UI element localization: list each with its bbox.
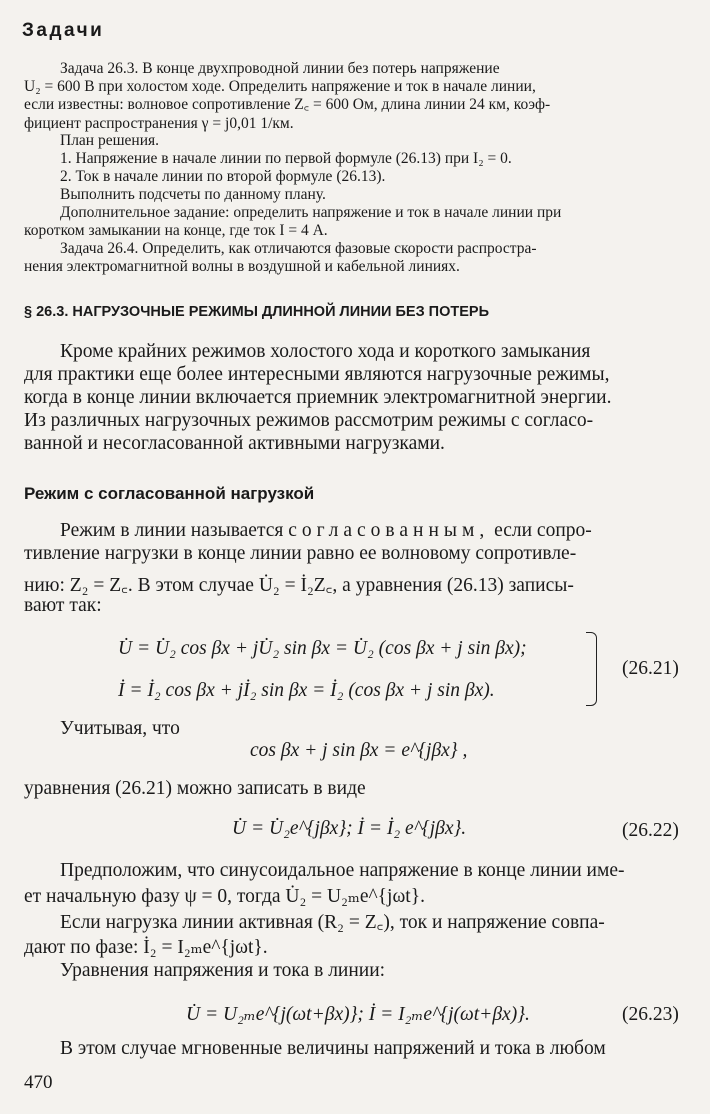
problem-line: если известны: волновое сопротивление Z꜀ = 600 Ом, длина линии 24 км, коэф-: [24, 96, 551, 113]
euler-formula: cos βx + j sin βx = e^{jβx} ,: [250, 740, 468, 761]
page-number: 470: [24, 1072, 53, 1093]
problem-line: Выполнить подсчеты по данному плану.: [60, 186, 326, 203]
equation-26-23: U̇ = U₂ₘe^{j(ωt+βx)}; İ = I₂ₘe^{j(ωt+βx)}.: [186, 1004, 530, 1025]
intro-line: Из различных нагрузочных режимов рассмотрим режимы с согласо-: [24, 410, 594, 431]
intro-line: для практики еще более интересными являются нагрузочные режимы,: [24, 364, 610, 385]
problem-line: 2. Ток в начале линии по второй формуле (26.13).: [60, 168, 386, 185]
intro-line: ванной и несогласованной активными нагрузками.: [24, 433, 445, 454]
problems-heading: Задачи: [22, 20, 105, 41]
body-line: Если нагрузка линии активная (R₂ = Z꜀), ток и напряжение совпа-: [60, 912, 605, 933]
problem-line: Задача 26.3. В конце двухпроводной линии без потерь напряжение: [60, 60, 500, 77]
body-line: В этом случае мгновенные величины напряжений и тока в любом: [60, 1038, 606, 1059]
equation-line: İ = İ₂ cos βx + jİ₂ sin βx = İ₂ (cos βx + j sin βx).: [118, 680, 495, 701]
intro-line: Кроме крайних режимов холостого хода и короткого замыкания: [60, 341, 591, 362]
problem-line: План решения.: [60, 132, 160, 149]
problem-line: коротком замыкании на конце, где ток I = 4 А.: [24, 222, 328, 239]
body-line: дают по фазе: İ₂ = I₂ₘe^{jωt}.: [24, 937, 268, 958]
equation-number: (26.21): [622, 658, 679, 679]
equation-line: U̇ = U̇₂ cos βx + jU̇₂ sin βx = U̇₂ (cos βx + j sin βx);: [118, 638, 527, 659]
subsection-title: Режим с согласованной нагрузкой: [24, 484, 315, 503]
body-line: уравнения (26.21) можно записать в виде: [24, 778, 366, 799]
body-line: нию: Z₂ = Z꜀. В этом случае U̇₂ = İ₂Z꜀, а уравнения (26.13) записы-: [24, 575, 574, 596]
body-line: ет начальную фазу ψ = 0, тогда U̇₂ = U₂ₘe^{jωt}.: [24, 886, 425, 907]
problem-line: фициент распространения γ = j0,01 1/км.: [24, 115, 294, 132]
intro-line: когда в конце линии включается приемник электромагнитной энергии.: [24, 387, 612, 408]
body-line: Уравнения напряжения и тока в линии:: [60, 960, 386, 981]
body-line: [60, 520, 592, 542]
equation-26-22: U̇ = U̇₂e^{jβx}; İ = İ₂ e^{jβx}.: [232, 818, 467, 839]
equation-number: (26.22): [622, 820, 679, 841]
body-line: тивление нагрузки в конце линии равно ее волновому сопротивле-: [24, 543, 577, 564]
problem-line: 1. Напряжение в начале линии по первой формуле (26.13) при I₂ = 0.: [60, 150, 512, 167]
equation-brace: [586, 632, 597, 706]
problem-line: Задача 26.4. Определить, как отличаются фазовые скорости распростра-: [60, 240, 537, 257]
problem-line: U₂ = 600 В при холостом ходе. Определить напряжение и ток в начале линии,: [24, 78, 536, 95]
body-line: вают так:: [24, 595, 102, 616]
body-line: Предположим, что синусоидальное напряжение в конце линии име-: [60, 860, 625, 881]
emphasized-term: согласованным,: [288, 520, 490, 541]
section-title: § 26.3. НАГРУЗОЧНЫЕ РЕЖИМЫ ДЛИННОЙ ЛИНИИ БЕЗ ПОТЕРЬ: [24, 304, 489, 320]
body-text: если сопро-: [494, 520, 592, 541]
problem-line: нения электромагнитной волны в воздушной и кабельной линиях.: [24, 258, 460, 275]
body-text: Режим в линии называется: [60, 520, 284, 541]
problem-line: Дополнительное задание: определить напряжение и ток в начале линии при: [60, 204, 562, 221]
equation-number: (26.23): [622, 1004, 679, 1025]
body-line: Учитывая, что: [60, 718, 180, 739]
